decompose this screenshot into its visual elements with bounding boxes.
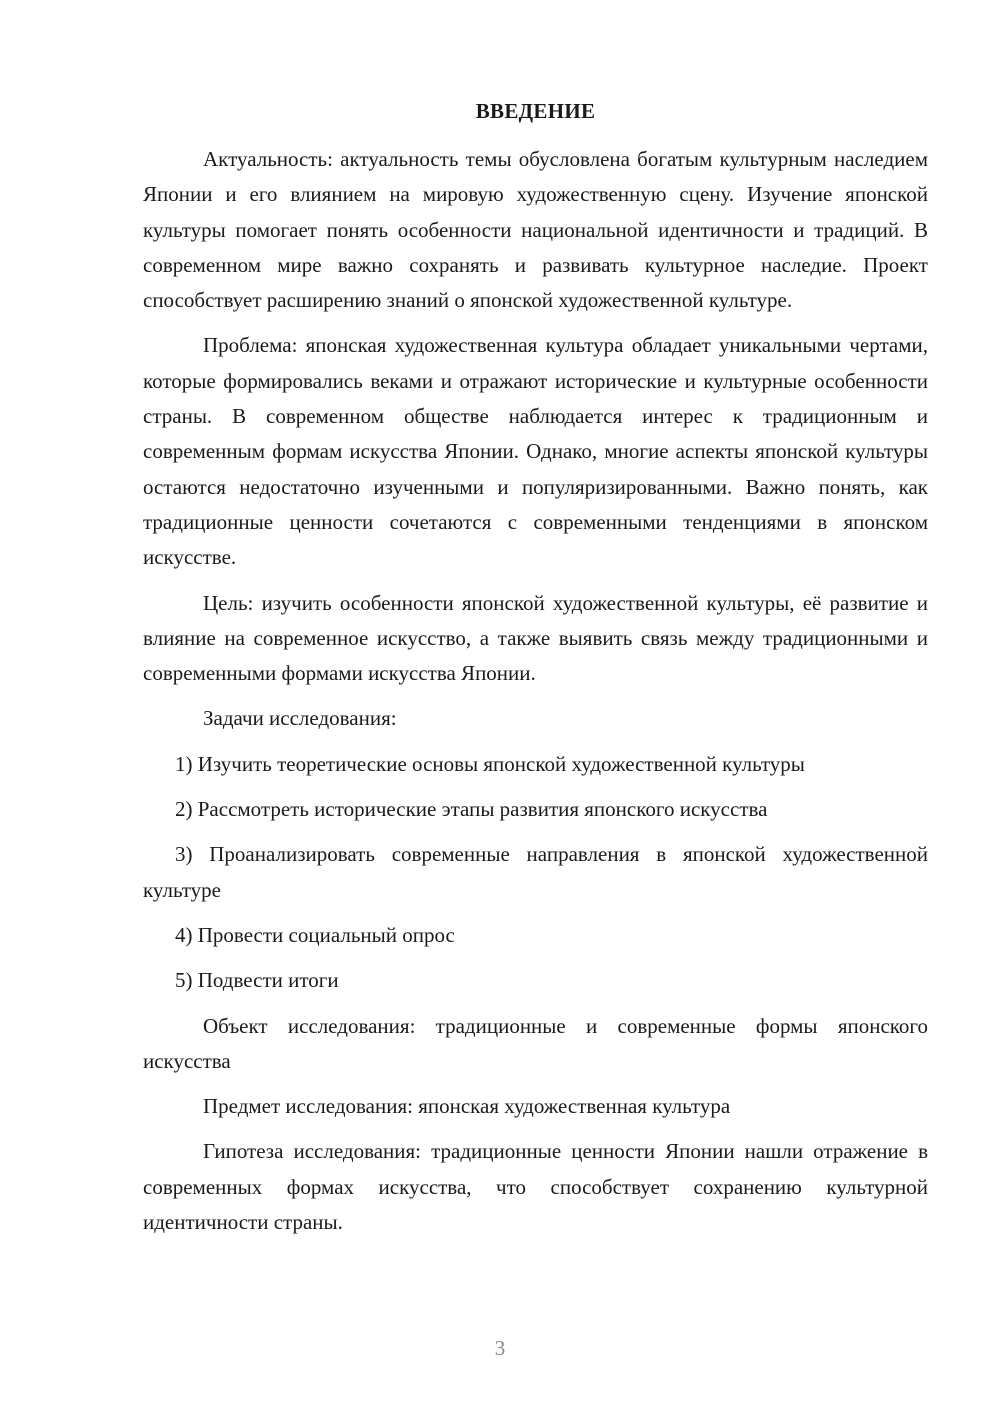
subject-paragraph: Предмет исследования: японская художественная культура [203, 1094, 731, 1119]
tasks-title: Задачи исследования: [203, 706, 397, 731]
problem-paragraph: Проблема: японская художественная культура обладает уникальными чертами, которые формировались веками и отражают исторические и культурные особенности страны. В современном обществе наблюдается интерес к традиционным и современным формам искусства Японии. Однако, многие аспекты японской культуры остаются недостаточно изученными и популяризированными. Важно понять, как традиционные ценности сочетаются с современными тенденциями в японском искусстве. [143, 333, 928, 570]
task-item-5: 5) Подвести итоги [175, 968, 339, 993]
relevance-paragraph: Актуальность: актуальность темы обусловлена богатым культурным наследием Японии и его влиянием на мировую художественную сцену. Изучение японской культуры помогает понять особенности национальной идентичности и традиций. В современном мире важно сохранять и развивать культурное наследие. Проект способствует расширению знаний о японской художественной культуре. [143, 147, 928, 313]
section-heading: ВВЕДЕНИЕ [475, 99, 596, 123]
page-number: 3 [494, 1336, 506, 1360]
task-item-3: 3) Проанализировать современные направления в японской художественной культуре [143, 842, 928, 902]
task-item-1: 1) Изучить теоретические основы японской художественной культуры [175, 751, 805, 776]
object-paragraph: Объект исследования: традиционные и современные формы японского искусства [143, 1013, 928, 1073]
task-item-4: 4) Провести социальный опрос [175, 922, 455, 947]
hypothesis-paragraph: Гипотеза исследования: традиционные ценности Японии нашли отражение в современных формах искусства, что способствует сохранению культурной идентичности страны. [143, 1139, 928, 1235]
goal-paragraph: Цель: изучить особенности японской художественной культуры, её развитие и влияние на современное искусство, а также выявить связь между традиционными и современными формами искусства Японии. [143, 590, 928, 686]
document-body [143, 142, 928, 1250]
task-item-2: 2) Рассмотреть исторические этапы развития японского искусства [175, 797, 768, 822]
